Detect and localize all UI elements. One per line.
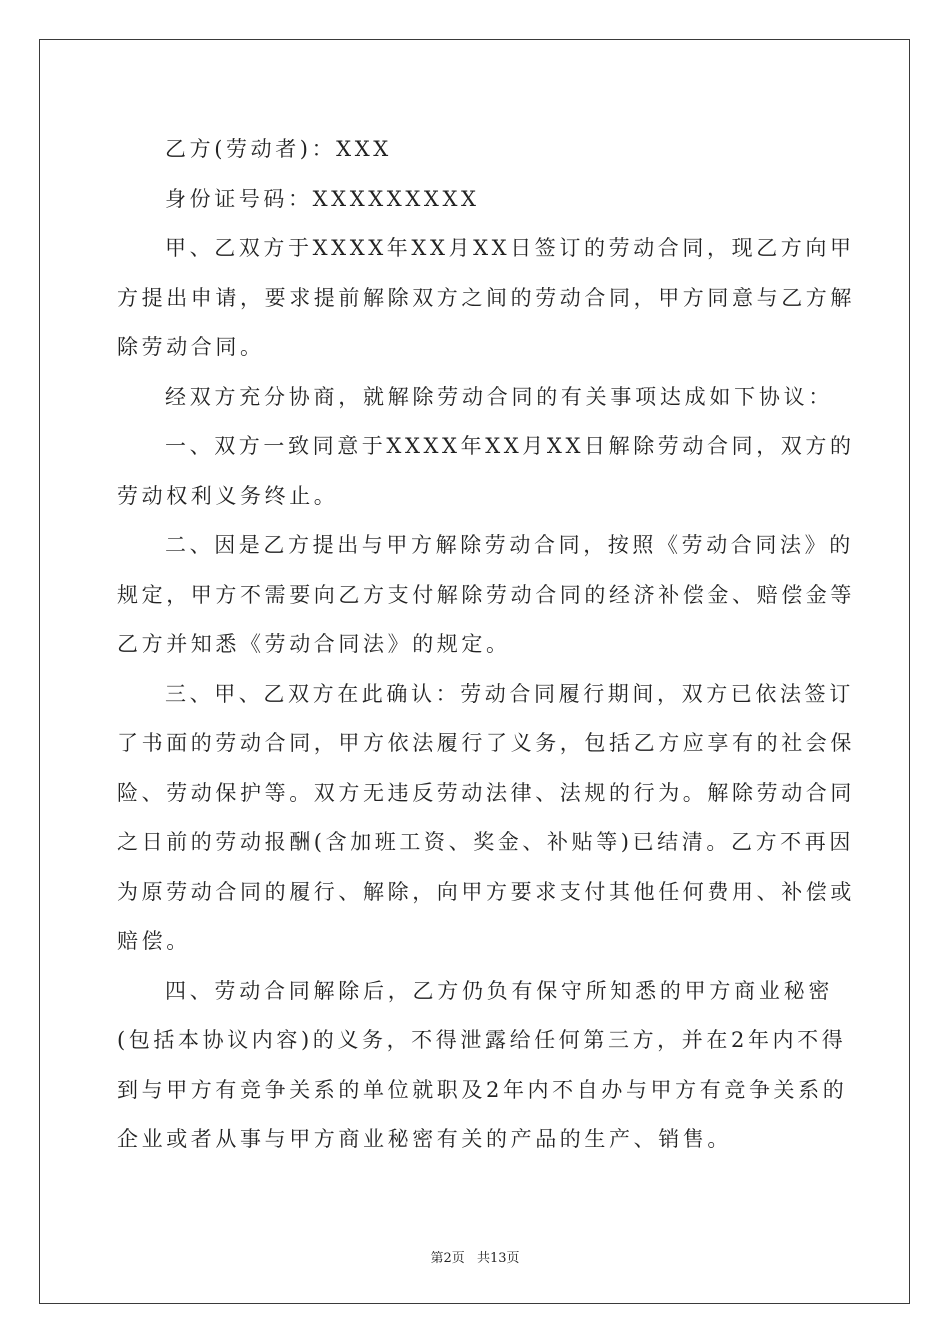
clause-4-line: 企业或者从事与甲方商业秘密有关的产品的生产、销售。 bbox=[117, 1127, 732, 1151]
page-number: 第2页 bbox=[430, 1251, 465, 1266]
total-pages: 共13页 bbox=[476, 1251, 520, 1266]
id-number-line: 身份证号码：XXXXXXXXX bbox=[165, 186, 480, 211]
clause-4-line: (包括本协议内容)的义务，不得泄露给任何第三方，并在2年内不得 bbox=[117, 1028, 847, 1052]
clause-1-line: 劳动权利义务终止。 bbox=[117, 483, 339, 508]
paragraph-line: 方提出申请，要求提前解除双方之间的劳动合同，甲方同意与乙方解 bbox=[117, 285, 855, 310]
party-b-line: 乙方(劳动者)：XXX bbox=[165, 137, 392, 161]
clause-2-line: 二、因是乙方提出与甲方解除劳动合同，按照《劳动合同法》的 bbox=[165, 533, 854, 557]
clause-4-line: 到与甲方有竞争关系的单位就职及2年内不自办与甲方有竞争关系的 bbox=[117, 1077, 848, 1102]
clause-3-line: 了书面的劳动合同，甲方依法履行了义务，包括乙方应享有的社会保 bbox=[117, 731, 855, 755]
paragraph-line: 经双方充分协商，就解除劳动合同的有关事项达成如下协议： bbox=[165, 384, 833, 409]
clause-3-line: 之日前的劳动报酬(含加班工资、奖金、补贴等)已结清。乙方不再因 bbox=[117, 830, 854, 854]
clause-2-line: 乙方并知悉《劳动合同法》的规定。 bbox=[117, 632, 511, 656]
clause-3-line: 为原劳动合同的履行、解除，向甲方要求支付其他任何费用、补偿或 bbox=[117, 879, 855, 904]
clause-4-line: 四、劳动合同解除后，乙方仍负有保守所知悉的甲方商业秘密 bbox=[165, 978, 833, 1003]
paragraph-line: 除劳动合同。 bbox=[117, 335, 265, 359]
clause-2-line: 规定，甲方不需要向乙方支付解除劳动合同的经济补偿金、赔偿金等 bbox=[117, 582, 855, 607]
clause-3-line: 三、甲、乙双方在此确认：劳动合同履行期间，双方已依法签订 bbox=[165, 681, 854, 706]
clause-3-line: 赔偿。 bbox=[117, 929, 191, 953]
document-body bbox=[117, 125, 855, 1165]
page-footer bbox=[0, 1247, 950, 1266]
clause-3-line: 险、劳动保护等。双方无违反劳动法律、法规的行为。解除劳动合同 bbox=[117, 780, 855, 805]
paragraph-line: 甲、乙双方于XXXX年XX月XX日签订的劳动合同，现乙方向甲 bbox=[165, 236, 855, 260]
clause-1-line: 一、双方一致同意于XXXX年XX月XX日解除劳动合同，双方的 bbox=[165, 434, 855, 458]
